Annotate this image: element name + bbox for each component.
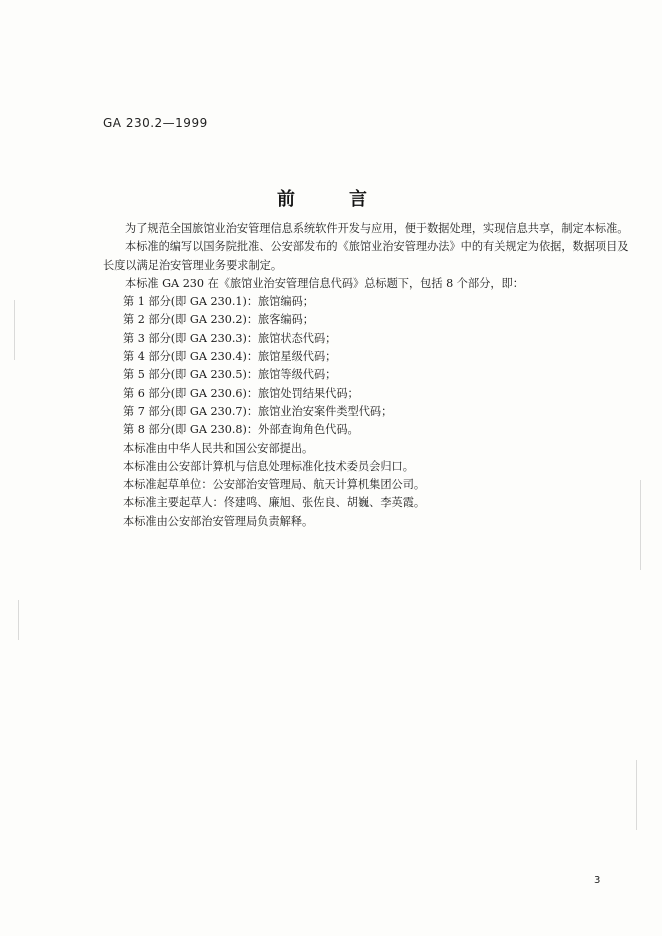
part-list-item: 第 6 部分(即 GA 230.6)：旅馆处罚结果代码； <box>123 386 359 400</box>
paragraph-basis: 本标准的编写以国务院批准、公安部发布的《旅馆业治安管理办法》中的有关规定为依据，数据项目及长度以满足治安管理业务要求制定。 <box>103 240 629 272</box>
paragraph-purpose: 为了规范全国旅馆业治安管理信息系统软件开发与应用，便于数据处理，实现信息共享，制定本标准。 <box>125 222 629 235</box>
scan-artifact <box>18 600 19 640</box>
part-list-item: 第 5 部分(即 GA 230.5)：旅馆等级代码； <box>123 368 337 382</box>
page-title: 前 言 <box>277 189 385 210</box>
closing-line: 本标准主要起草人：佟建鸣、廉旭、张佐良、胡巍、李英霞。 <box>123 496 426 510</box>
part-list-item: 第 2 部分(即 GA 230.2)：旅客编码； <box>123 313 314 327</box>
closing-line: 本标准由公安部治安管理局负责解释。 <box>123 514 314 528</box>
paragraph-structure: 本标准 GA 230 在《旅馆业治安管理信息代码》总标题下，包括 8 个部分，即： <box>125 276 524 290</box>
closing-line: 本标准起草单位：公安部治安管理局、航天计算机集团公司。 <box>123 478 426 492</box>
scan-artifact <box>640 480 641 570</box>
part-list-item: 第 7 部分(即 GA 230.7)：旅馆业治安案件类型代码； <box>123 404 393 418</box>
standard-code: GA 230.2—1999 <box>103 116 208 130</box>
part-list-item: 第 8 部分(即 GA 230.8)：外部查询角色代码。 <box>123 423 359 437</box>
part-list-item: 第 1 部分(即 GA 230.1)：旅馆编码； <box>123 295 314 309</box>
scan-artifact <box>636 760 637 830</box>
scan-artifact <box>14 300 15 360</box>
closing-line: 本标准由公安部计算机与信息处理标准化技术委员会归口。 <box>123 459 414 473</box>
page-number: 3 <box>594 875 601 886</box>
part-list-item: 第 4 部分(即 GA 230.4)：旅馆星级代码； <box>123 350 337 364</box>
document-body <box>103 220 633 531</box>
part-list-item: 第 3 部分(即 GA 230.3)：旅馆状态代码； <box>123 331 337 345</box>
closing-line: 本标准由中华人民共和国公安部提出。 <box>123 441 314 455</box>
